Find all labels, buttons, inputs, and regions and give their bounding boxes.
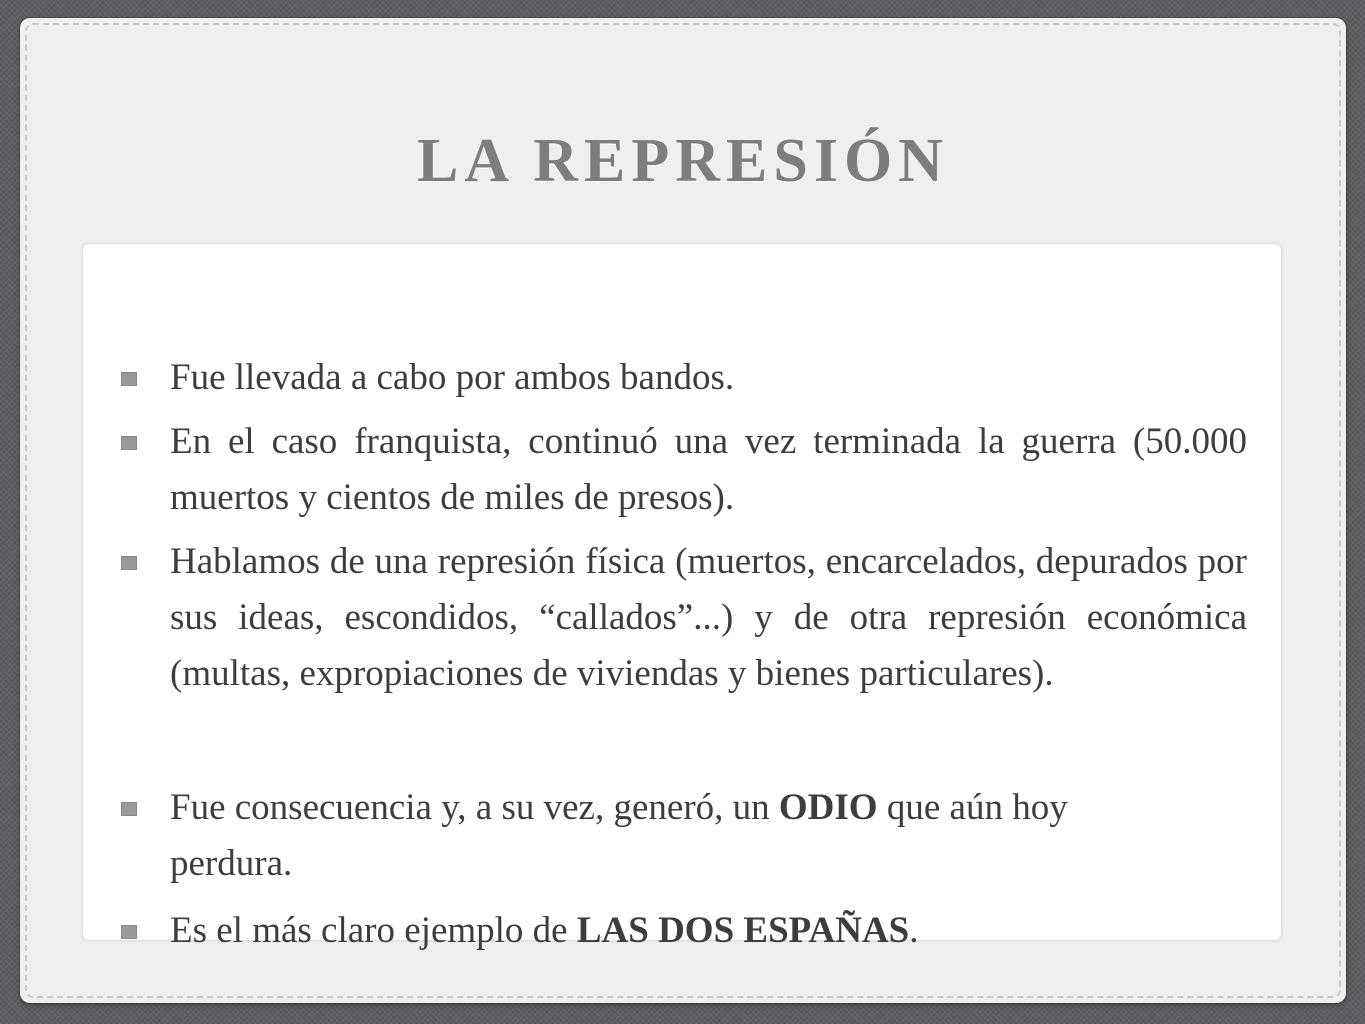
bullet-text: Es el más claro ejemplo de LAS DOS ESPAÑAS.: [170, 910, 919, 951]
list-item: [83, 780, 1281, 892]
list-item: [83, 414, 1281, 526]
content-box: [83, 244, 1281, 951]
list-item: [83, 903, 1281, 959]
square-bullet-icon: [121, 372, 137, 386]
bullet-text: Fue consecuencia y, a su vez, generó, un ODIO que aún hoy perdura.: [170, 787, 1068, 884]
slide: [20, 18, 1346, 1003]
square-bullet-icon: [121, 925, 137, 939]
emphasis-las-dos-espanas: LAS DOS ESPAÑAS: [576, 910, 910, 951]
square-bullet-icon: [121, 556, 137, 570]
slide-title: LA REPRESIÓN: [417, 127, 949, 195]
emphasis-odio: ODIO: [778, 787, 878, 828]
bullet-text: En el caso franquista, continuó una vez terminada la guerra (50.000 muertos y cientos de miles de presos).: [170, 421, 1247, 518]
bullet-text: Hablamos de una represión física (muertos, encarcelados, depurados por sus ideas, escondidos, “callados”...) y de otra represión económica (multas, expropiaciones de viviendas y bienes particulares).: [170, 541, 1247, 694]
bullet-text: Fue llevada a cabo por ambos bandos.: [170, 357, 735, 398]
list-item: [83, 534, 1281, 758]
square-bullet-icon: [121, 802, 137, 816]
square-bullet-icon: [121, 436, 137, 450]
list-item: [83, 350, 1281, 406]
